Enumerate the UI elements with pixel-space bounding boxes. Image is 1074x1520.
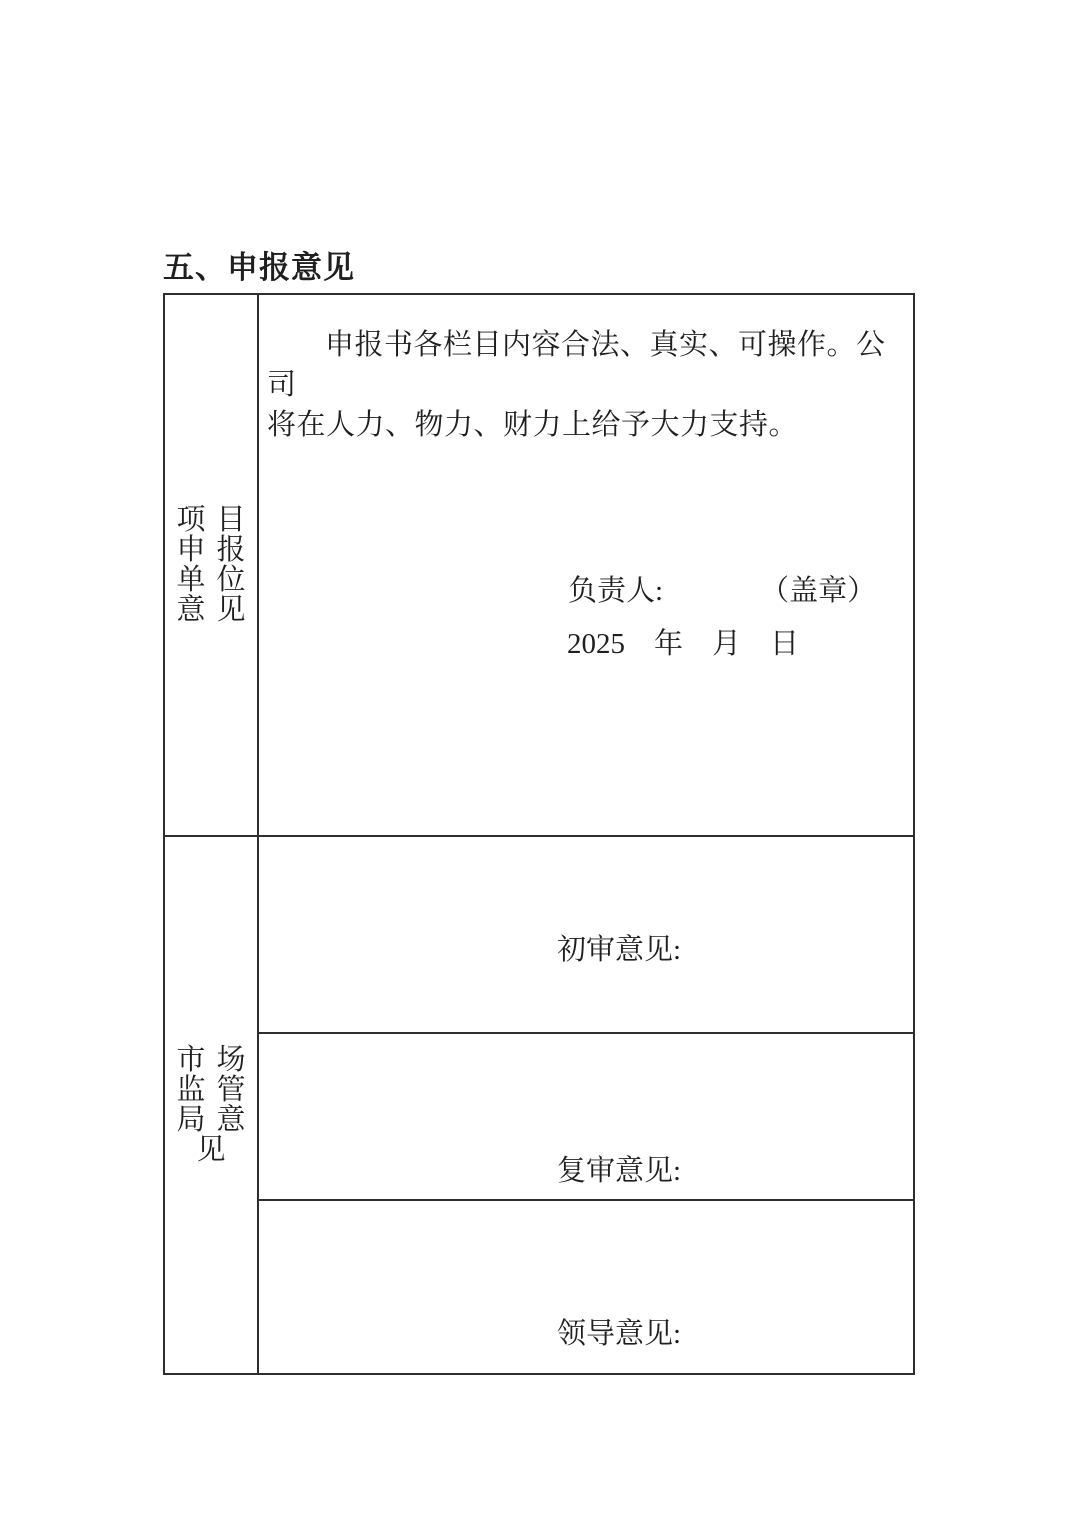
row-header-line: 单位 [176, 564, 257, 596]
row-header-line: 局意 [176, 1104, 257, 1136]
row-header-line: 申报 [176, 534, 257, 566]
opinion-table [163, 293, 915, 1375]
date-month-unit: 月 [712, 628, 742, 660]
bureau-opinion-cell [259, 837, 913, 1373]
bureau-opinion-row-header-text [165, 1045, 256, 1165]
seal-note: （盖章） [760, 575, 877, 607]
first-review-section [259, 837, 913, 1034]
row-header-line: 意见 [176, 594, 257, 626]
bureau-opinion-row [165, 837, 913, 1373]
leader-review-section [259, 1201, 913, 1373]
unit-opinion-row-header-text [165, 505, 256, 625]
unit-opinion-paragraph-line: 将在人力、物力、财力上给予大力支持。 [267, 409, 799, 441]
unit-opinion-row [165, 295, 913, 837]
row-header-line: 监管 [176, 1074, 257, 1106]
unit-opinion-cell [259, 295, 913, 835]
bureau-opinion-row-header [165, 837, 259, 1373]
unit-opinion-paragraph-line: 申报书各栏目内容合法、真实、可操作。公司 [267, 329, 886, 401]
second-review-section [259, 1034, 913, 1201]
section-heading: 五、申报意见 [163, 250, 355, 285]
row-header-line: 市场 [176, 1044, 257, 1076]
signer-label: 负责人: [568, 575, 664, 607]
first-review-label: 初审意见: [557, 934, 682, 966]
row-header-line: 项目 [176, 504, 257, 536]
unit-opinion-paragraph [267, 325, 905, 445]
row-header-line: 见 [196, 1134, 237, 1166]
date-line [567, 629, 799, 659]
unit-opinion-row-header [165, 295, 259, 835]
date-year-unit: 年 [654, 628, 684, 660]
date-day-unit: 日 [770, 628, 800, 660]
date-year: 2025 [567, 628, 625, 660]
second-review-label: 复审意见: [557, 1155, 682, 1187]
leader-review-label: 领导意见: [557, 1318, 682, 1350]
signature-line [568, 576, 876, 606]
